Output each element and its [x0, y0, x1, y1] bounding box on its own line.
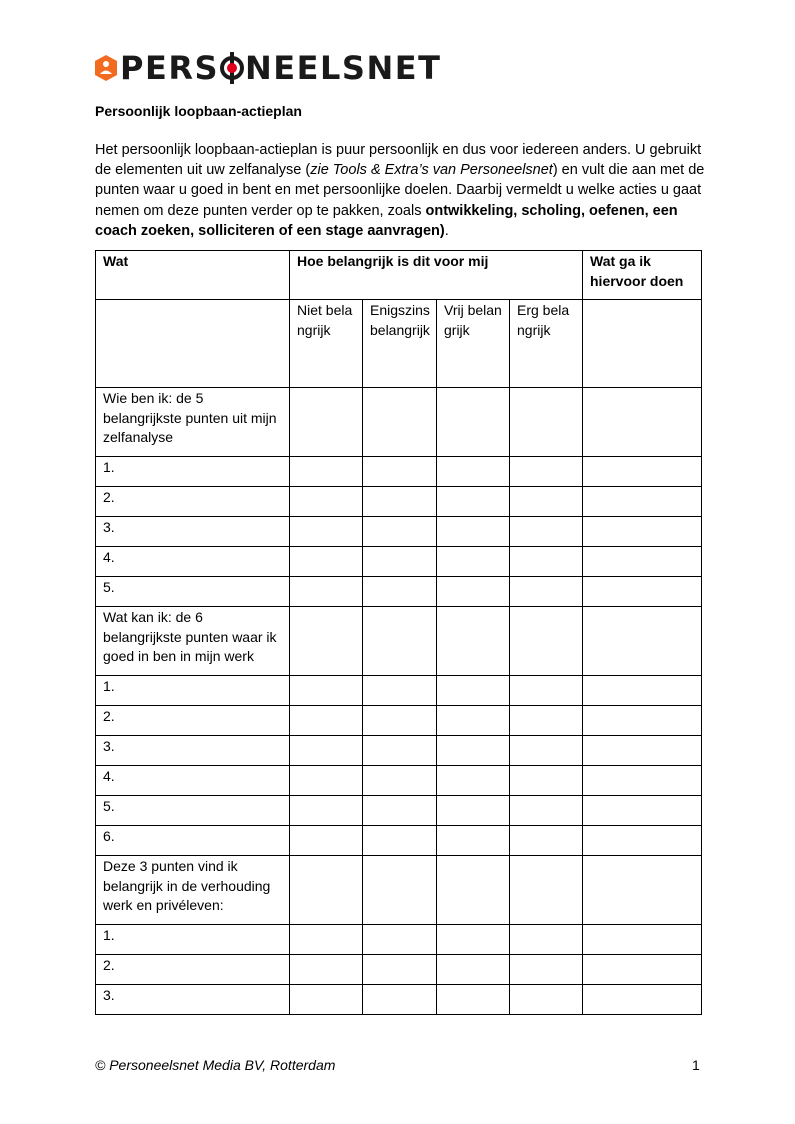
importance-cell[interactable]: [363, 766, 437, 796]
importance-cell[interactable]: [510, 388, 583, 457]
importance-cell[interactable]: [510, 676, 583, 706]
importance-cell[interactable]: [290, 925, 363, 955]
header-importance: Hoe belangrijk is dit voor mij: [290, 251, 583, 300]
importance-cell[interactable]: [363, 856, 437, 925]
importance-cell[interactable]: [437, 676, 510, 706]
levels-action-cell[interactable]: [583, 300, 702, 388]
importance-cell[interactable]: [510, 856, 583, 925]
levels-row: [96, 300, 702, 388]
item-number: 3.: [96, 985, 290, 1015]
importance-cell[interactable]: [437, 766, 510, 796]
intro-bold-actions: ontwikkeling, scholing, oefenen, een coach zoeken, solliciteren of een stage aanvragen): [95, 202, 678, 239]
importance-cell[interactable]: [363, 547, 437, 577]
importance-cell[interactable]: [363, 796, 437, 826]
table-row: [96, 577, 702, 607]
item-number: 4.: [96, 547, 290, 577]
item-number: 5.: [96, 796, 290, 826]
importance-cell[interactable]: [510, 955, 583, 985]
table-row: [96, 955, 702, 985]
importance-cell[interactable]: [363, 607, 437, 676]
action-cell[interactable]: [583, 547, 702, 577]
table-row: [96, 736, 702, 766]
importance-cell[interactable]: [437, 547, 510, 577]
level-enigszins-belangrijk: Enigszins belangrijk: [363, 300, 437, 388]
importance-cell[interactable]: [363, 487, 437, 517]
importance-cell[interactable]: [363, 955, 437, 985]
header-row: [96, 251, 702, 300]
action-cell[interactable]: [583, 736, 702, 766]
level-vrij-belangrijk: Vrij belangrijk: [437, 300, 510, 388]
importance-cell[interactable]: [510, 577, 583, 607]
item-number: 3.: [96, 736, 290, 766]
logo-badge-icon: [95, 55, 117, 81]
importance-cell[interactable]: [510, 607, 583, 676]
importance-cell[interactable]: [437, 826, 510, 856]
importance-cell[interactable]: [290, 517, 363, 547]
importance-cell[interactable]: [363, 517, 437, 547]
action-cell[interactable]: [583, 766, 702, 796]
item-number: 1.: [96, 676, 290, 706]
importance-cell[interactable]: [363, 985, 437, 1015]
importance-cell[interactable]: [510, 487, 583, 517]
importance-cell[interactable]: [437, 706, 510, 736]
item-number: 2.: [96, 955, 290, 985]
importance-cell[interactable]: [510, 517, 583, 547]
importance-cell[interactable]: [363, 925, 437, 955]
importance-cell[interactable]: [363, 826, 437, 856]
importance-cell[interactable]: [290, 706, 363, 736]
item-number: 4.: [96, 766, 290, 796]
importance-cell[interactable]: [510, 826, 583, 856]
item-number: 6.: [96, 826, 290, 856]
importance-cell[interactable]: [290, 766, 363, 796]
action-cell[interactable]: [583, 985, 702, 1015]
importance-cell[interactable]: [437, 607, 510, 676]
action-cell[interactable]: [583, 487, 702, 517]
table-row: [96, 925, 702, 955]
importance-cell[interactable]: [363, 388, 437, 457]
item-number: 2.: [96, 487, 290, 517]
item-number: 5.: [96, 577, 290, 607]
intro-text-1: Het persoonlijk loopbaan-actieplan is puur persoonlijk en dus voor iedereen anders. U gebruikt de elementen uit uw zelfanalyse (: [95, 142, 702, 179]
action-cell[interactable]: [583, 676, 702, 706]
action-cell[interactable]: [583, 577, 702, 607]
level-erg-belangrijk: Erg belangrijk: [510, 300, 583, 388]
item-number: 1.: [96, 925, 290, 955]
importance-cell[interactable]: [290, 856, 363, 925]
importance-cell[interactable]: [290, 955, 363, 985]
importance-cell[interactable]: [290, 577, 363, 607]
action-cell[interactable]: [583, 925, 702, 955]
importance-cell[interactable]: [510, 925, 583, 955]
table-row: [96, 985, 702, 1015]
importance-cell[interactable]: [290, 607, 363, 676]
table-row: [96, 706, 702, 736]
importance-cell[interactable]: [510, 547, 583, 577]
importance-cell[interactable]: [290, 388, 363, 457]
logo-wordmark: [120, 50, 441, 86]
importance-cell[interactable]: [437, 388, 510, 457]
action-cell[interactable]: [583, 706, 702, 736]
action-cell[interactable]: [583, 388, 702, 457]
importance-cell[interactable]: [363, 736, 437, 766]
importance-cell[interactable]: [363, 577, 437, 607]
intro-paragraph: [95, 140, 707, 241]
importance-cell[interactable]: [437, 736, 510, 766]
action-cell[interactable]: [583, 607, 702, 676]
importance-cell[interactable]: [437, 796, 510, 826]
importance-cell[interactable]: [437, 985, 510, 1015]
section-title-row: [96, 856, 702, 925]
importance-cell[interactable]: [437, 517, 510, 547]
table-row: [96, 766, 702, 796]
importance-cell[interactable]: [437, 487, 510, 517]
table-row: [96, 826, 702, 856]
importance-cell[interactable]: [290, 985, 363, 1015]
importance-cell[interactable]: [510, 985, 583, 1015]
importance-cell[interactable]: [363, 706, 437, 736]
importance-cell[interactable]: [510, 736, 583, 766]
logo-o-icon: [220, 56, 244, 80]
importance-cell[interactable]: [290, 826, 363, 856]
section-title-row: [96, 388, 702, 457]
section-title: Wie ben ik: de 5 belangrijkste punten uit mijn zelfanalyse: [96, 388, 290, 457]
importance-cell[interactable]: [290, 457, 363, 487]
level-niet-belangrijk: Niet belangrijk: [290, 300, 363, 388]
action-cell[interactable]: [583, 826, 702, 856]
footer-copyright: © Personeelsnet Media BV, Rotterdam: [95, 1057, 336, 1073]
importance-cell[interactable]: [290, 736, 363, 766]
item-number: 3.: [96, 517, 290, 547]
action-cell[interactable]: [583, 955, 702, 985]
importance-cell[interactable]: [510, 706, 583, 736]
action-cell[interactable]: [583, 796, 702, 826]
item-number: 1.: [96, 457, 290, 487]
intro-text-3: .: [444, 222, 449, 239]
page-number: 1: [692, 1057, 700, 1073]
action-plan-table: [95, 250, 702, 1015]
importance-cell[interactable]: [290, 796, 363, 826]
table-row: [96, 796, 702, 826]
table-row: [96, 487, 702, 517]
table-row: [96, 547, 702, 577]
importance-cell[interactable]: [290, 547, 363, 577]
table-row: [96, 457, 702, 487]
importance-cell[interactable]: [363, 676, 437, 706]
section-title: Deze 3 punten vind ik belangrijk in de verhouding werk en privéleven:: [96, 856, 290, 925]
action-cell[interactable]: [583, 517, 702, 547]
intro-italic-reference: zie Tools & Extra’s van Personeelsnet: [310, 162, 553, 179]
section-title: Wat kan ik: de 6 belangrijkste punten waar ik goed in ben in mijn werk: [96, 607, 290, 676]
importance-cell[interactable]: [510, 766, 583, 796]
header-action: Wat ga ik hiervoor doen: [583, 251, 702, 300]
importance-cell[interactable]: [437, 955, 510, 985]
table-row: [96, 676, 702, 706]
logo-text-after: NEELSNET: [245, 49, 442, 87]
page-title: Persoonlijk loopbaan-actieplan: [95, 103, 302, 119]
importance-cell[interactable]: [437, 457, 510, 487]
action-cell[interactable]: [583, 457, 702, 487]
importance-cell[interactable]: [437, 856, 510, 925]
importance-cell[interactable]: [437, 925, 510, 955]
importance-cell[interactable]: [437, 577, 510, 607]
importance-cell[interactable]: [363, 457, 437, 487]
header-wat: Wat: [96, 251, 290, 300]
personeelsnet-logo: [95, 50, 441, 86]
intro-text-2: ) en vult die aan met de punten waar u goed in bent en met persoonlijke doelen. Daarbij vermeldt u welke acties u gaat nemen om deze punten verder op te pakken, zoals: [95, 162, 705, 219]
levels-empty-cell[interactable]: [96, 300, 290, 388]
item-number: 2.: [96, 706, 290, 736]
importance-cell[interactable]: [510, 457, 583, 487]
table-row: [96, 517, 702, 547]
importance-cell[interactable]: [290, 676, 363, 706]
action-cell[interactable]: [583, 856, 702, 925]
importance-cell[interactable]: [290, 487, 363, 517]
section-title-row: [96, 607, 702, 676]
logo-text-before: PERS: [120, 49, 219, 87]
importance-cell[interactable]: [510, 796, 583, 826]
